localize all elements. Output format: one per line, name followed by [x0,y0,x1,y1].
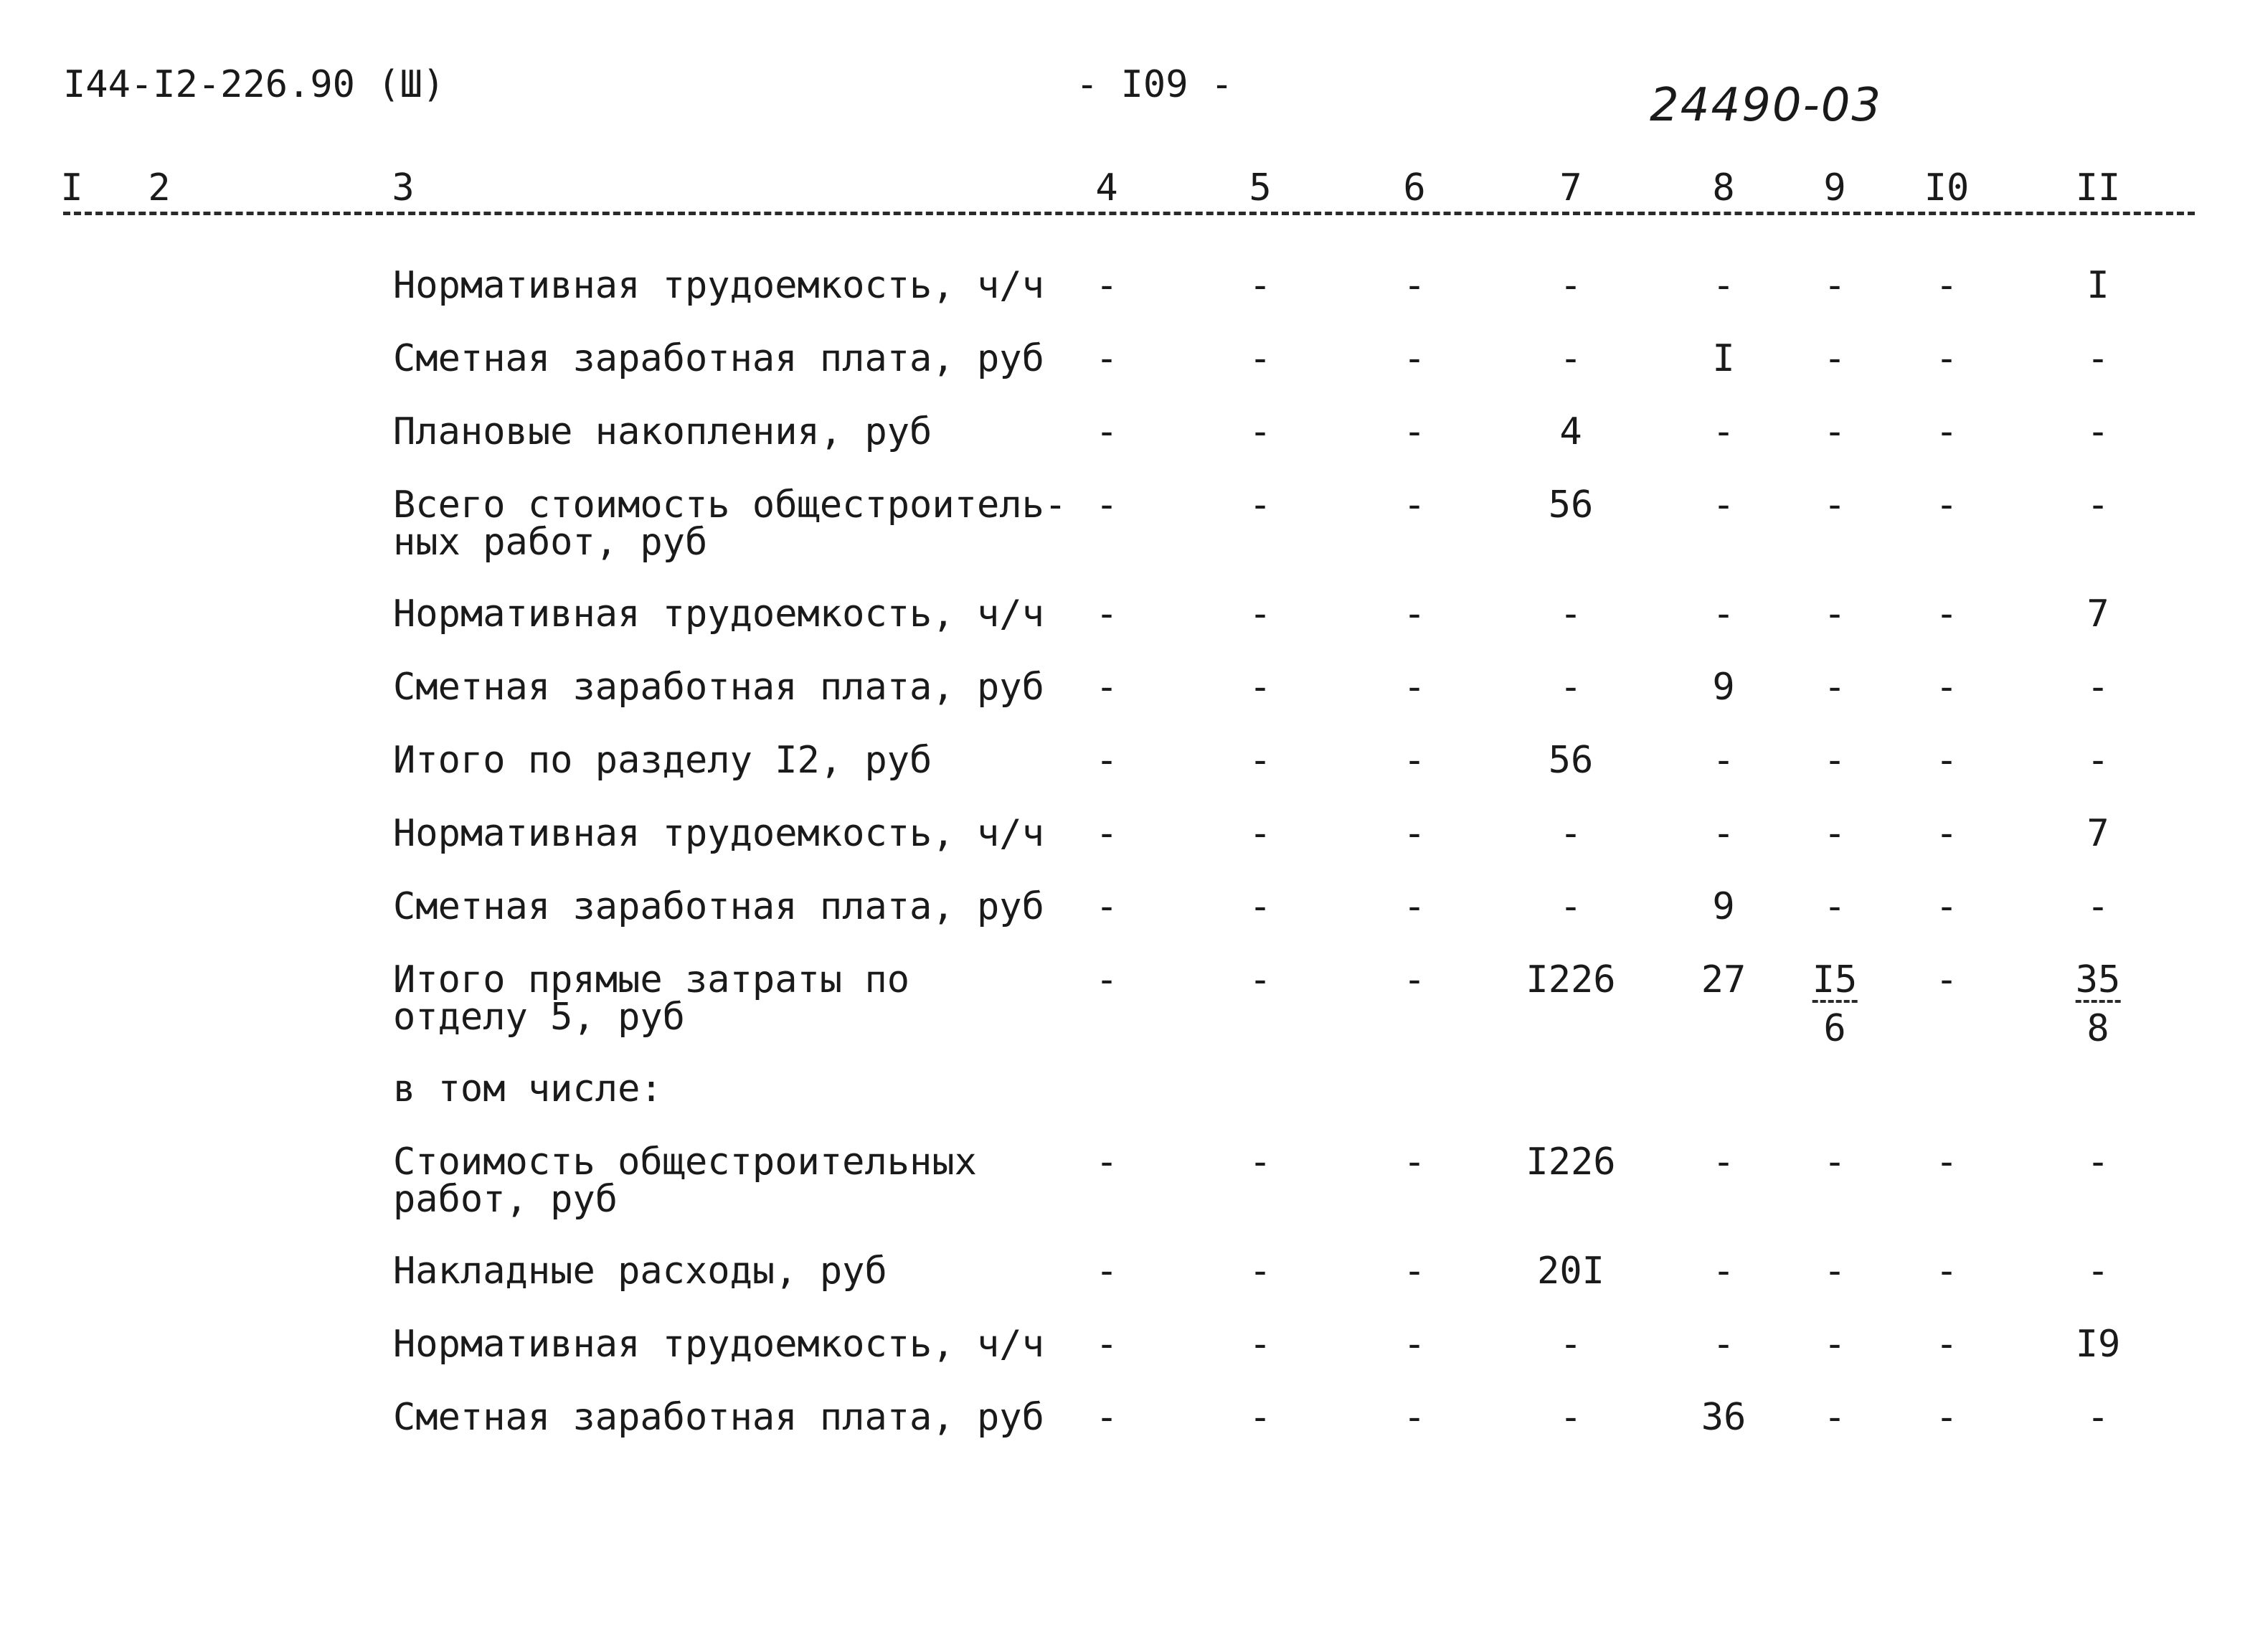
row-label: Сметная заработная плата, руб [393,337,1044,380]
cell-col-9: - [1823,1250,1846,1293]
cell-col-9: - [1823,812,1846,855]
cell-col-9: - [1823,1396,1846,1439]
cell-col-9: - [1823,483,1846,527]
cell-col-10: - [1935,1323,1958,1366]
column-number-11: II [2075,166,2121,209]
row-label: Нормативная трудоемкость, ч/ч [393,1323,1044,1366]
cell-col-5: - [1249,1396,1272,1439]
cell-col-8: - [1712,1250,1735,1293]
column-number-8: 8 [1712,166,1735,209]
cell-col-10: - [1935,593,1958,636]
row-label: Сметная заработная плата, руб [393,1396,1044,1439]
cell-col-9: - [1823,410,1846,453]
cell-col-4: - [1095,885,1118,928]
cell-col-9: - [1823,885,1846,928]
cell-col-6: - [1403,483,1426,527]
cell-col-5: - [1249,1141,1272,1184]
cell-col-8: 27 [1701,958,1747,1001]
cell-col-7: 56 [1548,739,1594,782]
table-row [0,739,2245,813]
cell-col-7: 4 [1559,410,1582,453]
column-number-3: 3 [392,166,415,209]
cell-col-5: - [1249,958,1272,1001]
cell-col-10: - [1935,483,1958,527]
row-label: Стоимость общестроительных работ, руб [393,1141,977,1221]
cell-col-7: - [1559,666,1582,709]
cell-col-10: - [1935,739,1958,782]
table-row [0,337,2245,412]
row-label: Нормативная трудоемкость, ч/ч [393,264,1044,307]
row-label: Сметная заработная плата, руб [393,666,1044,709]
table-row [0,885,2245,960]
row-label: Нормативная трудоемкость, ч/ч [393,593,1044,636]
cell-col-8: - [1712,739,1735,782]
cell-col-8: - [1712,410,1735,453]
table-row [0,1323,2245,1397]
table-row [0,812,2245,887]
cell-col-4: - [1095,410,1118,453]
cell-col-11: - [2086,739,2109,782]
cell-col-7: 56 [1548,483,1594,527]
cell-col-9 [1812,958,1858,1050]
cell-col-9: - [1823,1141,1846,1184]
cell-col-7: - [1559,593,1582,636]
row-label: Нормативная трудоемкость, ч/ч [393,812,1044,855]
column-number-4: 4 [1095,166,1118,209]
cell-col-4: - [1095,593,1118,636]
cell-col-10: - [1935,1396,1958,1439]
cell-col-11: I [2086,264,2109,307]
cell-col-7: - [1559,885,1582,928]
cell-col-10: - [1935,812,1958,855]
cell-col-6: - [1403,666,1426,709]
cell-col-8: - [1712,1323,1735,1366]
cell-col-10: - [1935,958,1958,1001]
cell-col-11 [2075,958,2121,1050]
row-label: Итого прямые затраты по отделу 5, руб [393,958,910,1039]
column-number-1: I [60,166,83,209]
table-row [0,958,2245,1050]
cell-col-4: - [1095,666,1118,709]
table-row [0,264,2245,339]
cell-col-4: - [1095,337,1118,380]
column-number-5: 5 [1249,166,1272,209]
table-row [0,1252,2245,1324]
cell-col-11: 7 [2086,812,2109,855]
cell-col-7: I226 [1526,958,1616,1001]
cell-col-6: - [1403,410,1426,453]
cell-col-7: - [1559,1323,1582,1366]
cell-col-11: 7 [2086,593,2109,636]
document-code: I44-I2-226.90 (Ш) [63,63,445,106]
row-label: Накладные расходы, руб [393,1250,887,1293]
cell-col-8: - [1712,1141,1735,1184]
cell-col-5: - [1249,1323,1272,1366]
cell-col-9: - [1823,666,1846,709]
cell-col-6: - [1403,1323,1426,1366]
table-row [0,1141,2245,1221]
row-label: Сметная заработная плата, руб [393,885,1044,928]
cell-col-6: - [1403,264,1426,307]
cell-col-5: - [1249,593,1272,636]
cell-col-5: - [1249,666,1272,709]
cell-col-4: - [1095,483,1118,527]
fraction-value [2075,958,2121,1050]
cell-col-6: - [1403,593,1426,636]
cell-col-6: - [1403,1250,1426,1293]
cell-col-8: - [1712,812,1735,855]
cell-col-7: - [1559,264,1582,307]
cell-col-10: - [1935,885,1958,928]
fraction-denominator: 8 [2086,1007,2109,1050]
cell-col-11: - [2086,337,2109,380]
cell-col-9: - [1823,593,1846,636]
cell-col-10: - [1935,1141,1958,1184]
cell-col-10: - [1935,337,1958,380]
cell-col-10: - [1935,410,1958,453]
cell-col-6: - [1403,1396,1426,1439]
cell-col-11: - [2086,885,2109,928]
cell-col-6: - [1403,739,1426,782]
cell-col-9: - [1823,739,1846,782]
cell-col-6: - [1403,958,1426,1001]
cell-col-11: - [2086,1250,2109,1293]
fraction-numerator: I5 [1812,958,1858,1001]
cell-col-4: - [1095,264,1118,307]
cell-col-5: - [1249,1250,1272,1293]
cell-col-5: - [1249,812,1272,855]
cell-col-11: - [2086,666,2109,709]
table-row [0,666,2245,740]
cell-col-5: - [1249,337,1272,380]
cell-col-4: - [1095,739,1118,782]
cell-col-9: - [1823,264,1846,307]
cell-col-9: - [1823,1323,1846,1366]
column-number-6: 6 [1403,166,1426,209]
column-number-2: 2 [148,166,171,209]
cell-col-8: 9 [1712,885,1735,928]
cell-col-11: - [2086,1141,2109,1184]
fraction-denominator: 6 [1823,1007,1846,1050]
column-number-7: 7 [1559,166,1582,209]
cell-col-6: - [1403,885,1426,928]
cell-col-6: - [1403,337,1426,380]
cell-col-8: - [1712,483,1735,527]
table-row [0,595,2245,667]
table-row [0,1396,2245,1471]
cell-col-7: I226 [1526,1141,1616,1184]
cell-col-8: I [1712,337,1735,380]
cell-col-7: - [1559,812,1582,855]
cell-col-4: - [1095,1141,1118,1184]
column-number-9: 9 [1823,166,1846,209]
cell-col-4: - [1095,1250,1118,1293]
cell-col-7: 20I [1537,1250,1604,1293]
table-row [0,1067,2245,1142]
cell-col-4: - [1095,958,1118,1001]
cell-col-7: - [1559,1396,1582,1439]
row-label: Плановые накопления, руб [393,410,932,453]
fraction-numerator: 35 [2075,958,2121,1001]
cell-col-10: - [1935,666,1958,709]
page-number: - I09 - [1076,63,1234,106]
row-label: Всего стоимость общестроитель- ных работ, руб [393,483,1067,564]
cell-col-5: - [1249,885,1272,928]
row-label: в том числе: [393,1067,663,1110]
cell-col-8: 36 [1701,1396,1747,1439]
cell-col-5: - [1249,739,1272,782]
cell-col-10: - [1935,1250,1958,1293]
column-number-10: I0 [1924,166,1970,209]
cell-col-11: - [2086,1396,2109,1439]
cell-col-11: I9 [2075,1323,2121,1366]
table-row [0,483,2245,564]
cell-col-8: - [1712,593,1735,636]
cell-col-10: - [1935,264,1958,307]
cell-col-11: - [2086,410,2109,453]
row-label: Итого по разделу I2, руб [393,739,932,782]
cell-col-5: - [1249,483,1272,527]
cell-col-5: - [1249,410,1272,453]
cell-col-4: - [1095,1323,1118,1366]
archive-number-handwritten: 24490-03 [1650,79,1883,132]
fraction-value [1812,958,1858,1050]
cell-col-7: - [1559,337,1582,380]
cell-col-8: 9 [1712,666,1735,709]
cell-col-6: - [1403,812,1426,855]
cell-col-4: - [1095,1396,1118,1439]
cell-col-9: - [1823,337,1846,380]
cell-col-11: - [2086,483,2109,527]
cell-col-4: - [1095,812,1118,855]
cell-col-5: - [1249,264,1272,307]
cell-col-8: - [1712,264,1735,307]
cell-col-6: - [1403,1141,1426,1184]
table-row [0,410,2245,485]
